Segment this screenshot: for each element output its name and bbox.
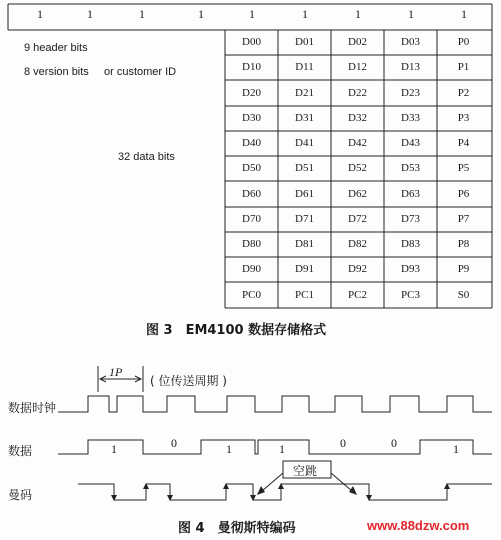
data-cell: D73 bbox=[401, 213, 420, 225]
timing-diagram bbox=[0, 348, 501, 540]
parity-cell: P4 bbox=[457, 137, 470, 149]
parity-cell: S0 bbox=[457, 288, 470, 301]
data-cell: D00 bbox=[242, 36, 261, 48]
skip-label: 空跳 bbox=[293, 464, 318, 478]
data-cell: D90 bbox=[242, 263, 261, 275]
data-cell: D81 bbox=[295, 238, 314, 250]
data-bit-value: 0 bbox=[391, 436, 397, 450]
data-bit-value: 1 bbox=[111, 442, 117, 456]
header-bit: 1 bbox=[139, 7, 145, 21]
header-bit: 1 bbox=[408, 7, 414, 21]
data-bit-value: 0 bbox=[171, 436, 177, 450]
customer-id-label: or customer ID bbox=[104, 66, 177, 78]
header-bit: 1 bbox=[37, 7, 43, 21]
data-cell: D41 bbox=[295, 137, 314, 149]
data-bit-value: 1 bbox=[226, 442, 232, 456]
data-cell: D92 bbox=[348, 263, 367, 275]
manchester-encoding-figure bbox=[0, 348, 501, 540]
data-cell: D80 bbox=[242, 238, 261, 250]
data-cell: D53 bbox=[401, 162, 420, 174]
header-bits-label: 9 header bits bbox=[24, 42, 88, 54]
clock-waveform bbox=[58, 396, 492, 412]
parity-cell: P9 bbox=[457, 263, 470, 275]
data-cell: D10 bbox=[242, 61, 261, 73]
data-cell: D11 bbox=[295, 61, 314, 73]
header-bit: 1 bbox=[461, 7, 467, 21]
data-cell: D02 bbox=[348, 36, 367, 48]
parity-cell: P0 bbox=[457, 36, 470, 48]
data-cell: D83 bbox=[401, 238, 420, 250]
manchester-signal-label: 曼码 bbox=[8, 488, 33, 502]
data-cell: D21 bbox=[295, 86, 314, 99]
watermark-text: www.88dzw.com bbox=[367, 518, 470, 533]
figure-3-caption: 图 3 EM4100 数据存储格式 bbox=[146, 323, 327, 338]
data-cell: D63 bbox=[401, 187, 420, 200]
data-cell: D43 bbox=[401, 137, 420, 149]
parity-cell: P1 bbox=[457, 61, 470, 73]
data-cell: D61 bbox=[295, 187, 314, 200]
data-bit-value: 1 bbox=[279, 442, 285, 456]
data-cell: D01 bbox=[295, 36, 314, 48]
data-cell: D40 bbox=[242, 137, 261, 149]
skip-pointer-head bbox=[349, 486, 357, 495]
data-cell: PC0 bbox=[242, 288, 261, 301]
parity-cell: P8 bbox=[457, 238, 470, 250]
data-cell: D23 bbox=[401, 86, 420, 99]
header-bit: 1 bbox=[198, 7, 204, 21]
manchester-waveform bbox=[78, 484, 492, 500]
header-bit: 1 bbox=[302, 7, 308, 21]
data-cell: D12 bbox=[348, 61, 367, 73]
parity-cell: P5 bbox=[457, 162, 470, 174]
data-signal-label: 数据 bbox=[8, 444, 33, 458]
parity-cell: P2 bbox=[457, 86, 470, 99]
version-bits-label: 8 version bits bbox=[24, 66, 89, 78]
data-cell: D71 bbox=[295, 213, 314, 225]
data-cell: D91 bbox=[295, 263, 314, 275]
data-cell: D20 bbox=[242, 86, 261, 99]
figure-4-caption: 图 4 曼彻斯特编码 bbox=[178, 521, 296, 536]
header-bit: 1 bbox=[355, 7, 361, 21]
data-cell: D51 bbox=[295, 162, 314, 174]
header-bit: 1 bbox=[87, 7, 93, 21]
header-bit: 1 bbox=[249, 7, 255, 21]
data-bit-value: 0 bbox=[340, 436, 346, 450]
skip-pointer bbox=[331, 473, 352, 491]
data-cell: D70 bbox=[242, 213, 261, 225]
data-cell: PC3 bbox=[401, 288, 420, 301]
skip-pointer-head bbox=[257, 486, 265, 495]
data-cell: D62 bbox=[348, 187, 367, 200]
period-label: 1P bbox=[109, 365, 123, 379]
data-cell: D93 bbox=[401, 263, 420, 275]
data-cell: D60 bbox=[242, 187, 261, 200]
data-cell: D22 bbox=[348, 86, 367, 99]
data-cell: D30 bbox=[242, 112, 261, 124]
data-cell: D33 bbox=[401, 112, 420, 124]
data-cell: D72 bbox=[348, 213, 367, 225]
data-cell: D50 bbox=[242, 162, 261, 174]
data-cell: D13 bbox=[401, 61, 420, 73]
data-cell: D52 bbox=[348, 162, 367, 174]
data-cell: D42 bbox=[348, 137, 367, 149]
data-cell: D82 bbox=[348, 238, 367, 250]
data-cell: PC1 bbox=[295, 288, 314, 301]
data-cell: D03 bbox=[401, 36, 420, 48]
data-bits-label: 32 data bits bbox=[118, 151, 175, 163]
parity-cell: P6 bbox=[457, 187, 470, 200]
parity-cell: P3 bbox=[457, 112, 470, 124]
data-cell: D31 bbox=[295, 112, 314, 124]
clock-signal-label: 数据时钟 bbox=[8, 401, 57, 415]
data-bit-value: 1 bbox=[453, 442, 459, 456]
period-note: ( 位传送周期 ) bbox=[150, 374, 227, 388]
parity-cell: P7 bbox=[457, 213, 470, 225]
data-cell: D32 bbox=[348, 112, 367, 124]
data-cell: PC2 bbox=[348, 288, 367, 301]
